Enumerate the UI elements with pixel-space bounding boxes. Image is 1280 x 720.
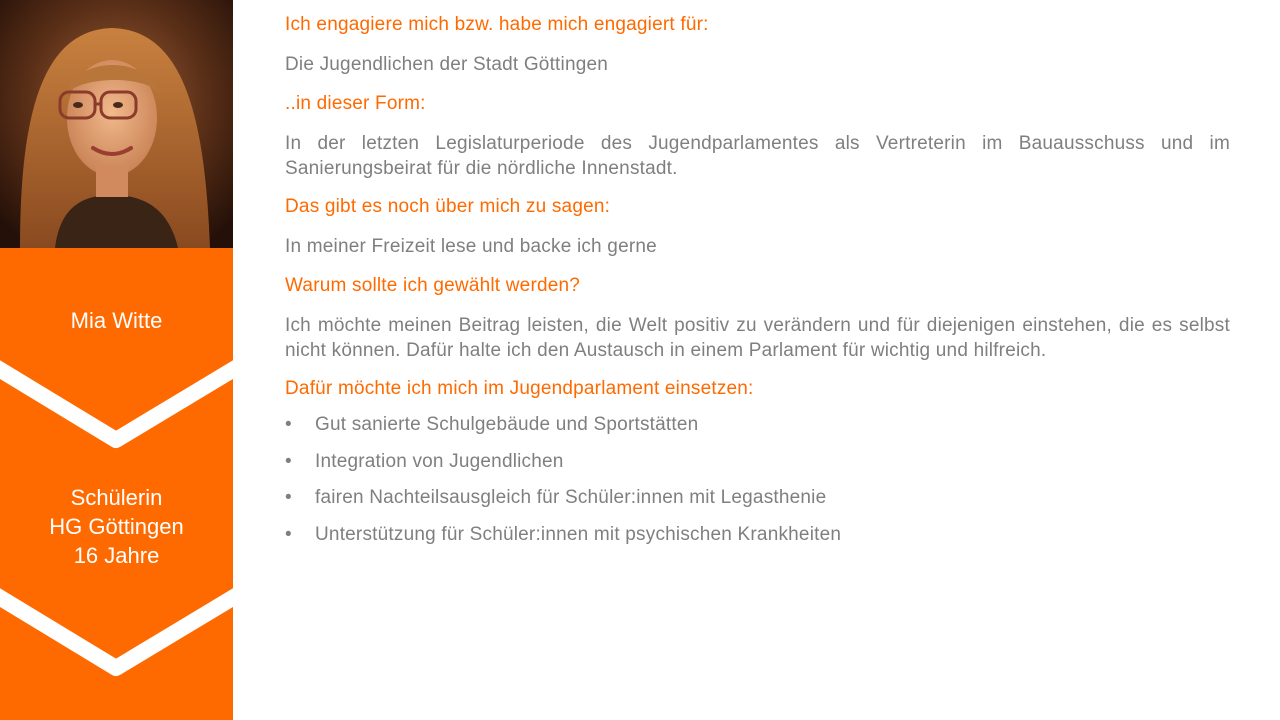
chevron-divider-bottom bbox=[0, 588, 233, 708]
bullet-icon: • bbox=[285, 414, 292, 435]
form-heading: ..in dieser Form: bbox=[285, 93, 426, 114]
candidate-profile-content bbox=[285, 12, 1230, 558]
list-item bbox=[285, 485, 1230, 510]
role-line-occupation: Schülerin bbox=[70, 485, 163, 510]
goals-heading: Dafür möchte ich mich im Jugendparlament einsetzen: bbox=[285, 378, 754, 399]
why-text: Ich möchte meinen Beitrag leisten, die Welt positiv zu verändern und für diejenigen einstehen, die es selbst nicht können. Dafür halte ich den Austausch in einem Parlament für wichtig und hilfreich. bbox=[285, 315, 1230, 361]
candidate-role bbox=[0, 483, 233, 570]
bullet-icon: • bbox=[285, 487, 292, 508]
goals-list bbox=[285, 412, 1230, 547]
why-heading: Warum sollte ich gewählt werden? bbox=[285, 275, 581, 296]
list-item bbox=[285, 522, 1230, 547]
goal-text: fairen Nachteilsausgleich für Schüler:innen mit Legasthenie bbox=[315, 487, 827, 508]
about-heading: Das gibt es noch über mich zu sagen: bbox=[285, 196, 611, 217]
list-item bbox=[285, 412, 1230, 437]
engaged-heading: Ich engagiere mich bzw. habe mich engagiert für: bbox=[285, 14, 709, 35]
portrait-photo bbox=[0, 0, 233, 248]
goal-text: Integration von Jugendlichen bbox=[315, 450, 564, 472]
bullet-icon: • bbox=[285, 450, 292, 472]
role-line-school: HG Göttingen bbox=[49, 514, 184, 539]
bullet-icon: • bbox=[285, 523, 292, 545]
form-text: In der letzten Legislaturperiode des Jugendparlamentes als Vertreterin im Bauausschuss und im Sanierungsbeirat für die nördliche Innenstadt. bbox=[285, 133, 1230, 179]
list-item bbox=[285, 449, 1230, 474]
goal-text: Gut sanierte Schulgebäude und Sportstätten bbox=[315, 414, 699, 435]
engaged-text: Die Jugendlichen der Stadt Göttingen bbox=[285, 54, 609, 75]
about-text: In meiner Freizeit lese und backe ich gerne bbox=[285, 236, 657, 257]
candidate-name: Mia Witte bbox=[70, 308, 163, 333]
profile-sidebar bbox=[0, 0, 233, 720]
chevron-divider-top bbox=[0, 360, 233, 480]
goal-text: Unterstützung für Schüler:innen mit psychischen Krankheiten bbox=[315, 523, 842, 545]
role-line-age: 16 Jahre bbox=[73, 543, 160, 568]
portrait-illustration bbox=[0, 0, 233, 248]
